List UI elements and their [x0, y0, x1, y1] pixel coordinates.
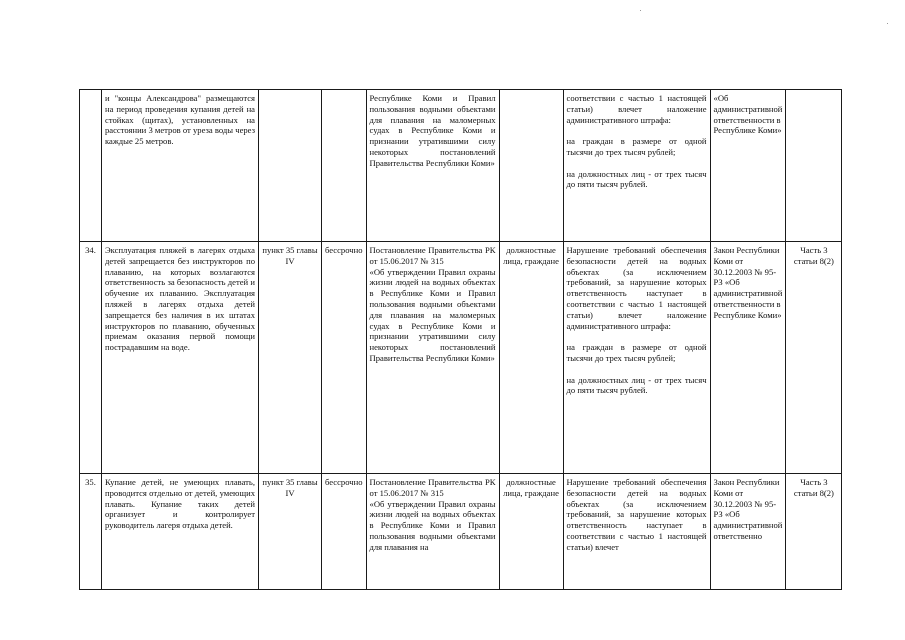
term-cell: бессрочно [322, 242, 367, 474]
requirement-cell: и "концы Александрова" размещаются на период проведения купания детей на стойках (щитах), установленных на расстоянии 3 метров от уреза воды через каждые 25 метров. [102, 90, 259, 242]
legal-act-cell: Постановление Правительства РК от 15.06.2017 № 315 «Об утверждении Правил охраны жизни людей на водных объектах в Республике Коми и Правил пользования водными объектами для плавания на маломерных судах в Республике Коми и признании утратившими силу некоторых постановлений Правительства Республики Коми» [366, 242, 499, 474]
scan-speck [887, 23, 888, 24]
requirement-cell: Эксплуатация пляжей в лагерях отдыха детей запрещается без инструкторов по плаванию, на которых возлагаются ответственность за безопасность детей и обучение их плаванию. Эксплуатация пляжей в лагерях отдыха детей запрещается без наличия в их штатах инструкторов по плаванию, обученных приемам оказания первой помощи пострадавшим на воде. [102, 242, 259, 474]
law-cell: Закон Республики Коми от 30.12.2003 № 95-РЗ «Об административной ответственно [710, 474, 786, 590]
row-number [80, 90, 102, 242]
legal-act-cell: Постановление Правительства РК от 15.06.2017 № 315 «Об утверждении Правил охраны жизни людей на водных объектах в Республике Коми и Правил пользования водными объектами для плавания на [366, 474, 499, 590]
liability-cell: Нарушение требований обеспечения безопасности детей на водных объектах (за исключением требований, за нарушение которых ответственность наступает в соответствии с частью 1 настоящей статьи) влечет наложение административного штрафа: на граждан в размере от одной тысячи до трех тысяч рублей; на должностных лиц - от трех тысяч до пяти тысяч рублей. [563, 242, 710, 474]
law-cell: Закон Республики Коми от 30.12.2003 № 95-РЗ «Об административной ответственности в Республике Коми» [710, 242, 786, 474]
article-cell: Часть 3 статьи 8(2) [786, 474, 842, 590]
legal-act-cell: Республике Коми и Правил пользования водными объектами для плавания на маломерных судах в Республике Коми и признании утратившими силу некоторых постановлений Правительства Республики Коми» [366, 90, 499, 242]
law-cell: «Об административной ответственности в Республике Коми» [710, 90, 786, 242]
row-number: 35. [80, 474, 102, 590]
article-cell: Часть 3 статьи 8(2) [786, 242, 842, 474]
table-row [80, 90, 842, 242]
term-cell [322, 90, 367, 242]
subjects-cell: должностные лица, граждане [499, 242, 563, 474]
subjects-cell [499, 90, 563, 242]
term-cell: бессрочно [322, 474, 367, 590]
requirement-cell: Купание детей, не умеющих плавать, проводится отдельно от детей, умеющих плавать. Купание таких детей организует и контролирует руководитель лагеря отдыха детей. [102, 474, 259, 590]
clause-cell [259, 90, 322, 242]
table-row [80, 474, 842, 590]
clause-cell: пункт 35 главы IV [259, 474, 322, 590]
scan-speck [640, 10, 641, 11]
article-cell [786, 90, 842, 242]
row-number: 34. [80, 242, 102, 474]
regulation-table [79, 89, 842, 590]
subjects-cell: должностные лица, граждане [499, 474, 563, 590]
table-row [80, 242, 842, 474]
liability-cell: соответствии с частью 1 настоящей статьи) влечет наложение административного штрафа: на граждан в размере от одной тысячи до трех тысяч рублей; на должностных лиц - от трех тысяч до пяти тысяч рублей. [563, 90, 710, 242]
liability-cell: Нарушение требований обеспечения безопасности детей на водных объектах (за исключением требований, за нарушение которых ответственность наступает в соответствии с частью 1 настоящей статьи) влечет [563, 474, 710, 590]
clause-cell: пункт 35 главы IV [259, 242, 322, 474]
